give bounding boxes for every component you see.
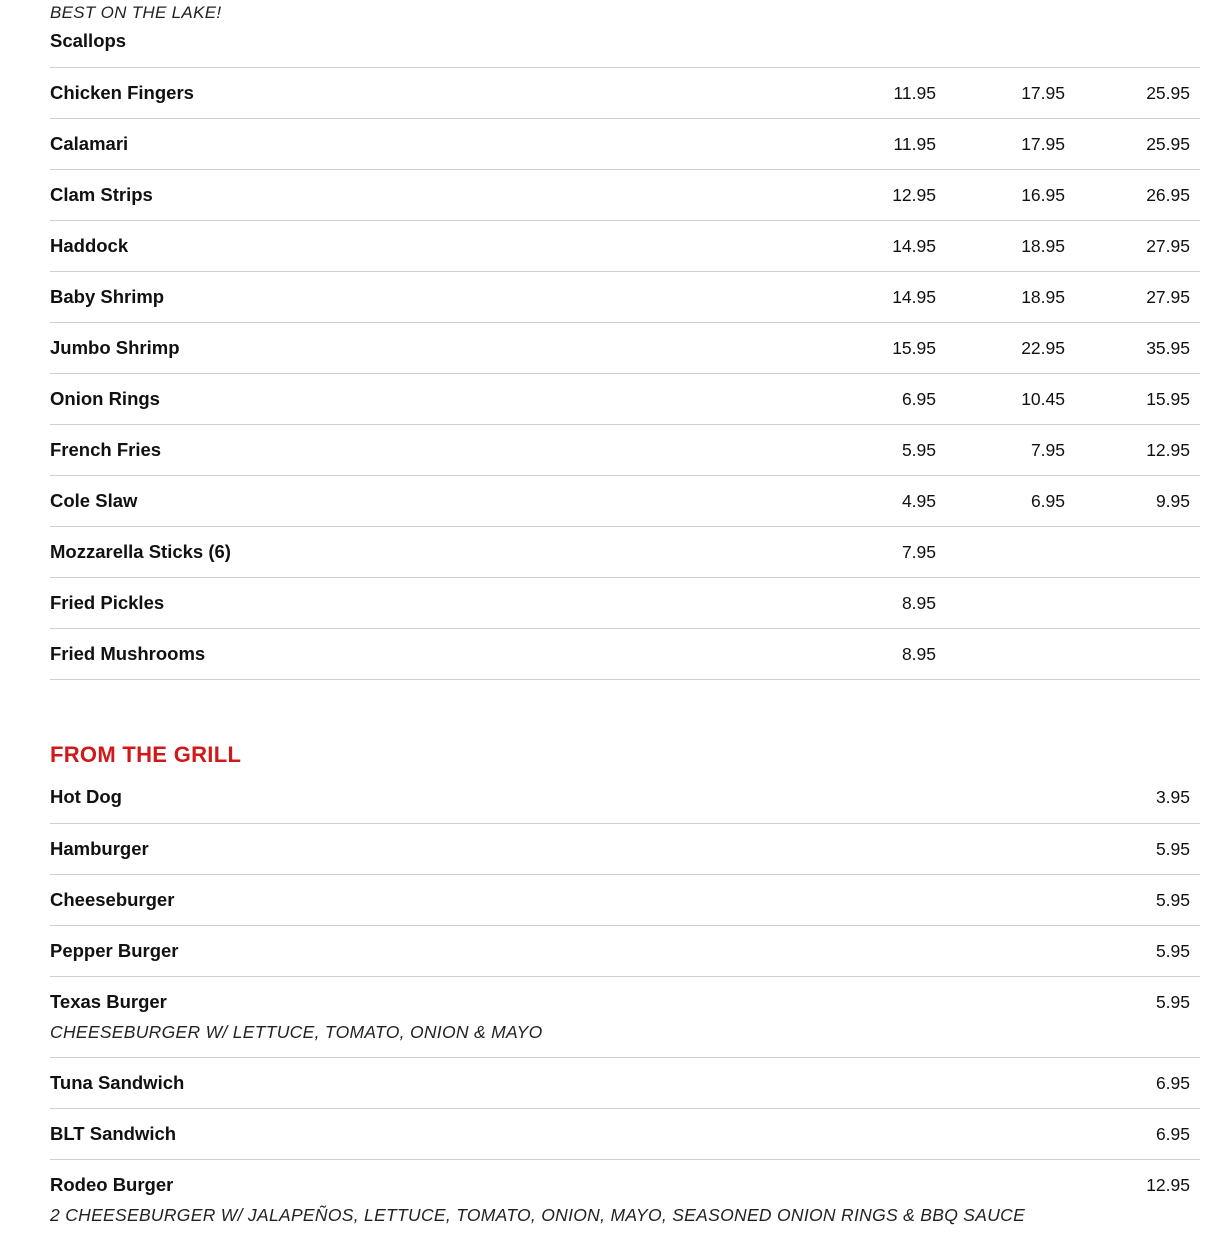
item-price: 3.95: [1155, 787, 1190, 807]
item-name: BLT Sandwich: [50, 1123, 177, 1144]
item-name: Texas Burger: [50, 991, 167, 1012]
menu-item-fried-pickles: [50, 578, 1200, 629]
menu-page: [50, 0, 1200, 1241]
menu-item-hot-dog: [50, 782, 1200, 824]
item-price-size-1: 15.95: [892, 338, 936, 358]
grill-items-list: [50, 782, 1200, 1241]
item-price-size-2: 6.95: [1030, 491, 1065, 511]
item-name: Rodeo Burger: [50, 1174, 174, 1195]
menu-item-french-fries: [50, 425, 1200, 476]
item-price-size-3: 25.95: [1146, 83, 1190, 103]
item-price: 5.95: [1155, 890, 1190, 910]
item-name: Haddock: [50, 235, 129, 256]
item-price-size-2: 10.45: [1021, 389, 1065, 409]
item-name: Fried Mushrooms: [50, 643, 206, 664]
item-price-size-2: 22.95: [1021, 338, 1065, 358]
item-name: Fried Pickles: [50, 592, 165, 613]
menu-item-clam-strips: [50, 170, 1200, 221]
item-name: Jumbo Shrimp: [50, 337, 180, 358]
grill-section: [50, 680, 1200, 782]
item-price-size-1: 11.95: [893, 83, 936, 103]
menu-item-baby-shrimp: [50, 272, 1200, 323]
item-price: 5.95: [1155, 839, 1190, 859]
item-price-size-1: 8.95: [901, 644, 936, 664]
item-price-size-1: 14.95: [892, 287, 936, 307]
item-price-size-3: 12.95: [1146, 440, 1190, 460]
menu-item-calamari: [50, 119, 1200, 170]
menu-item-cheeseburger: [50, 875, 1200, 926]
menu-item-fried-mushrooms: [50, 629, 1200, 680]
item-price-size-2: 7.95: [1030, 440, 1065, 460]
menu-item-scallops: [50, 26, 1200, 68]
item-name: Scallops: [50, 30, 127, 51]
menu-item-onion-rings: [50, 374, 1200, 425]
fried-tagline: BEST ON THE LAKE!: [50, 3, 222, 22]
item-price-size-1: 11.95: [893, 134, 936, 154]
menu-item-rodeo-burger: [50, 1160, 1200, 1241]
item-name: Baby Shrimp: [50, 286, 165, 307]
item-price-size-2: 17.95: [1021, 83, 1065, 103]
item-name: Chicken Fingers: [50, 82, 194, 103]
item-price-size-3: 9.95: [1155, 491, 1190, 511]
item-price-size-1: 4.95: [901, 491, 936, 511]
menu-item-jumbo-shrimp: [50, 323, 1200, 374]
item-price-size-3: 27.95: [1146, 287, 1190, 307]
item-name: Calamari: [50, 133, 129, 154]
item-price: 6.95: [1155, 1124, 1190, 1144]
item-price-size-1: 14.95: [892, 236, 936, 256]
item-price-size-3: 27.95: [1146, 236, 1190, 256]
item-name: Cole Slaw: [50, 490, 138, 511]
item-description: CHEESEBURGER W/ LETTUCE, TOMATO, ONION & MAYO: [50, 1022, 543, 1042]
item-price-size-1: 5.95: [901, 440, 936, 460]
item-name: French Fries: [50, 439, 162, 460]
menu-item-haddock: [50, 221, 1200, 272]
item-name: Cheeseburger: [50, 889, 175, 910]
menu-item-tuna-sandwich: [50, 1058, 1200, 1109]
menu-item-cole-slaw: [50, 476, 1200, 527]
menu-item-mozzarella-sticks-6: [50, 527, 1200, 578]
item-name: Hot Dog: [50, 786, 122, 807]
item-price: 6.95: [1155, 1073, 1190, 1093]
item-price-size-2: 18.95: [1021, 287, 1065, 307]
menu-item-blt-sandwich: [50, 1109, 1200, 1160]
menu-item-chicken-fingers: [50, 68, 1200, 119]
item-price-size-2: 16.95: [1021, 185, 1065, 205]
item-price: 5.95: [1155, 992, 1190, 1012]
item-price-size-1: 6.95: [901, 389, 936, 409]
section-title-grill: FROM THE GRILL: [50, 742, 242, 767]
menu-item-hamburger: [50, 824, 1200, 875]
item-price-size-2: 17.95: [1021, 134, 1065, 154]
menu-item-texas-burger: [50, 977, 1200, 1058]
item-name: Onion Rings: [50, 388, 160, 409]
item-price-size-3: 35.95: [1146, 338, 1190, 358]
item-name: Hamburger: [50, 838, 149, 859]
item-description: 2 CHEESEBURGER W/ JALAPEÑOS, LETTUCE, TOMATO, ONION, MAYO, SEASONED ONION RINGS & BBQ SAUCE: [50, 1205, 1026, 1225]
item-price-size-2: 18.95: [1021, 236, 1065, 256]
item-name: Clam Strips: [50, 184, 153, 205]
item-price-size-1: 8.95: [901, 593, 936, 613]
fried-items-list: [50, 68, 1200, 680]
item-price-size-3: 26.95: [1146, 185, 1190, 205]
item-price: 12.95: [1146, 1175, 1190, 1195]
item-price-size-3: 15.95: [1146, 389, 1190, 409]
item-name: Pepper Burger: [50, 940, 179, 961]
item-price-size-1: 12.95: [892, 185, 936, 205]
item-name: Mozzarella Sticks (6): [50, 541, 231, 562]
item-price-size-3: 25.95: [1146, 134, 1190, 154]
menu-item-pepper-burger: [50, 926, 1200, 977]
item-price: 5.95: [1155, 941, 1190, 961]
item-price-size-1: 7.95: [901, 542, 936, 562]
item-name: Tuna Sandwich: [50, 1072, 185, 1093]
